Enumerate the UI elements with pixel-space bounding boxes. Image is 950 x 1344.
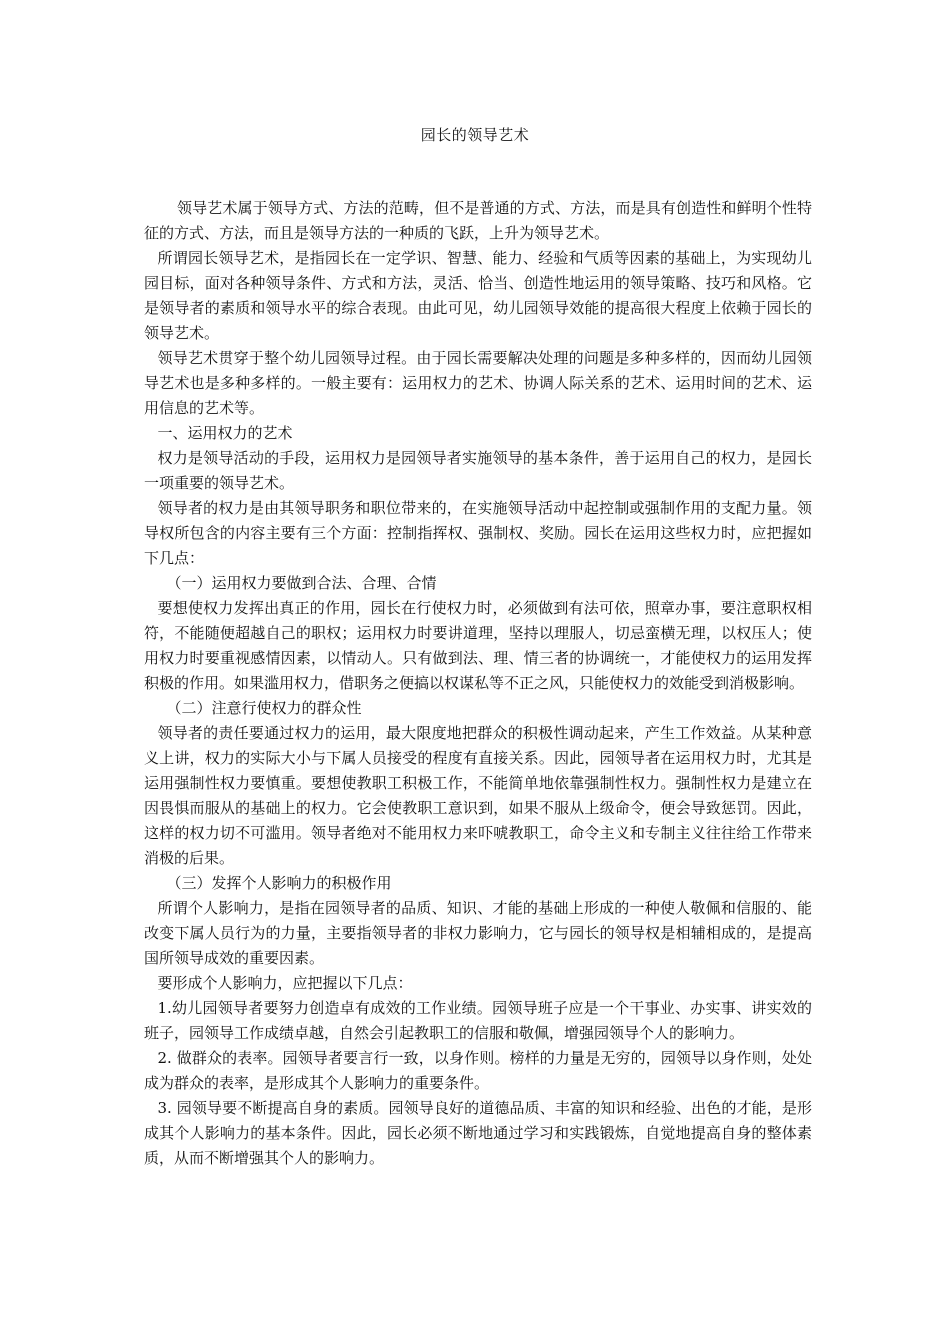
paragraph-legal-reasonable: 要想使权力发挥出真正的作用，园长在行使权力时，必须做到有法可依，照章办事，要注意职权相符，不能随便超越自己的职权；运用权力时要讲道理，坚持以理服人，切忌蛮横无理，以权压人；使用权力时要重视感情因素，以情动人。只有做到法、理、情三者的协调统一，才能使权力的运用发挥积极的作用。如果滥用权力，借职务之便搞以权谋私等不正之风，只能使权力的效能受到消极影响。	[144, 599, 812, 692]
list-item-2: 2. 做群众的表率。园领导者要言行一致，以身作则。榜样的力量是无穷的，园领导以身作则，处处成为群众的表率，是形成其个人影响力的重要条件。	[144, 1049, 812, 1092]
paragraph-definition: 所谓园长领导艺术，是指园长在一定学识、智慧、能力、经验和气质等因素的基础上，为实现幼儿园目标，面对各种领导条件、方式和方法，灵活、恰当、创造性地运用的领导策略、技巧和风格。它是领导者的素质和领导水平的综合表现。由此可见，幼儿园领导效能的提高很大程度上依赖于园长的领导艺术。	[144, 249, 812, 342]
paragraph-power-scope: 领导者的权力是由其领导职务和职位带来的，在实施领导活动中起控制或强制作用的支配力量。领导权所包含的内容主要有三个方面：控制指挥权、强制权、奖励。园长在运用这些权力时，应把握如下几点：	[144, 499, 812, 567]
paragraph-power-intro: 权力是领导活动的手段，运用权力是园领导者实施领导的基本条件，善于运用自己的权力，是园长一项重要的领导艺术。	[144, 449, 812, 492]
document-title: 园长的领导艺术	[420, 126, 530, 144]
list-item-3: 3. 园领导要不断提高自身的素质。园领导良好的道德品质、丰富的知识和经验、出色的才能，是形成其个人影响力的基本条件。因此，园长必须不断地通过学习和实践锻炼，自觉地提高自身的整体素质，从而不断增强其个人的影响力。	[144, 1099, 812, 1167]
subheading-legal-reasonable: （一）运用权力要做到合法、合理、合情	[166, 574, 437, 592]
paragraph-personal-influence: 所谓个人影响力，是指在园领导者的品质、知识、才能的基础上形成的一种使人敬佩和信服的、能改变下属人员行为的力量，主要指领导者的非权力影响力，它与园长的领导权是相辅相成的，是提高国所领导成效的重要因素。	[144, 899, 812, 967]
list-item-1: 1.幼儿园领导者要努力创造卓有成效的工作业绩。园领导班子应是一个干事业、办实事、讲实效的班子，园领导工作成绩卓越，自然会引起教职工的信服和敬佩，增强园领导个人的影响力。	[144, 999, 812, 1042]
paragraph-influence-points: 要形成个人影响力，应把握以下几点：	[157, 974, 413, 992]
subheading-personal-influence: （三）发挥个人影响力的积极作用	[166, 874, 392, 892]
document-body	[144, 196, 812, 1171]
subheading-mass-nature: （二）注意行使权力的群众性	[166, 699, 362, 717]
paragraph-intro: 领导艺术属于领导方式、方法的范畴，但不是普通的方式、方法，而是具有创造性和鲜明个性特征的方式、方法，而且是领导方法的一种质的飞跃，上升为领导艺术。	[144, 199, 812, 242]
section-heading-power: 一、运用权力的艺术	[157, 424, 293, 442]
paragraph-mass-nature: 领导者的责任要通过权力的运用，最大限度地把群众的积极性调动起来，产生工作效益。从某种意义上讲，权力的实际大小与下属人员接受的程度有直接关系。因此，园领导者在运用权力时，尤其是运用强制性权力要慎重。要想使教职工积极工作，不能简单地依靠强制性权力。强制性权力是建立在因畏惧而服从的基础上的权力。它会使教职工意识到，如果不服从上级命令，便会导致惩罚。因此，这样的权力切不可滥用。领导者绝对不能用权力来吓唬教职工，命令主义和专制主义往往给工作带来消极的后果。	[144, 724, 812, 867]
paragraph-overview: 领导艺术贯穿于整个幼儿园领导过程。由于园长需要解决处理的问题是多种多样的，因而幼儿园领导艺术也是多种多样的。一般主要有：运用权力的艺术、协调人际关系的艺术、运用时间的艺术、运用信息的艺术等。	[144, 349, 812, 417]
